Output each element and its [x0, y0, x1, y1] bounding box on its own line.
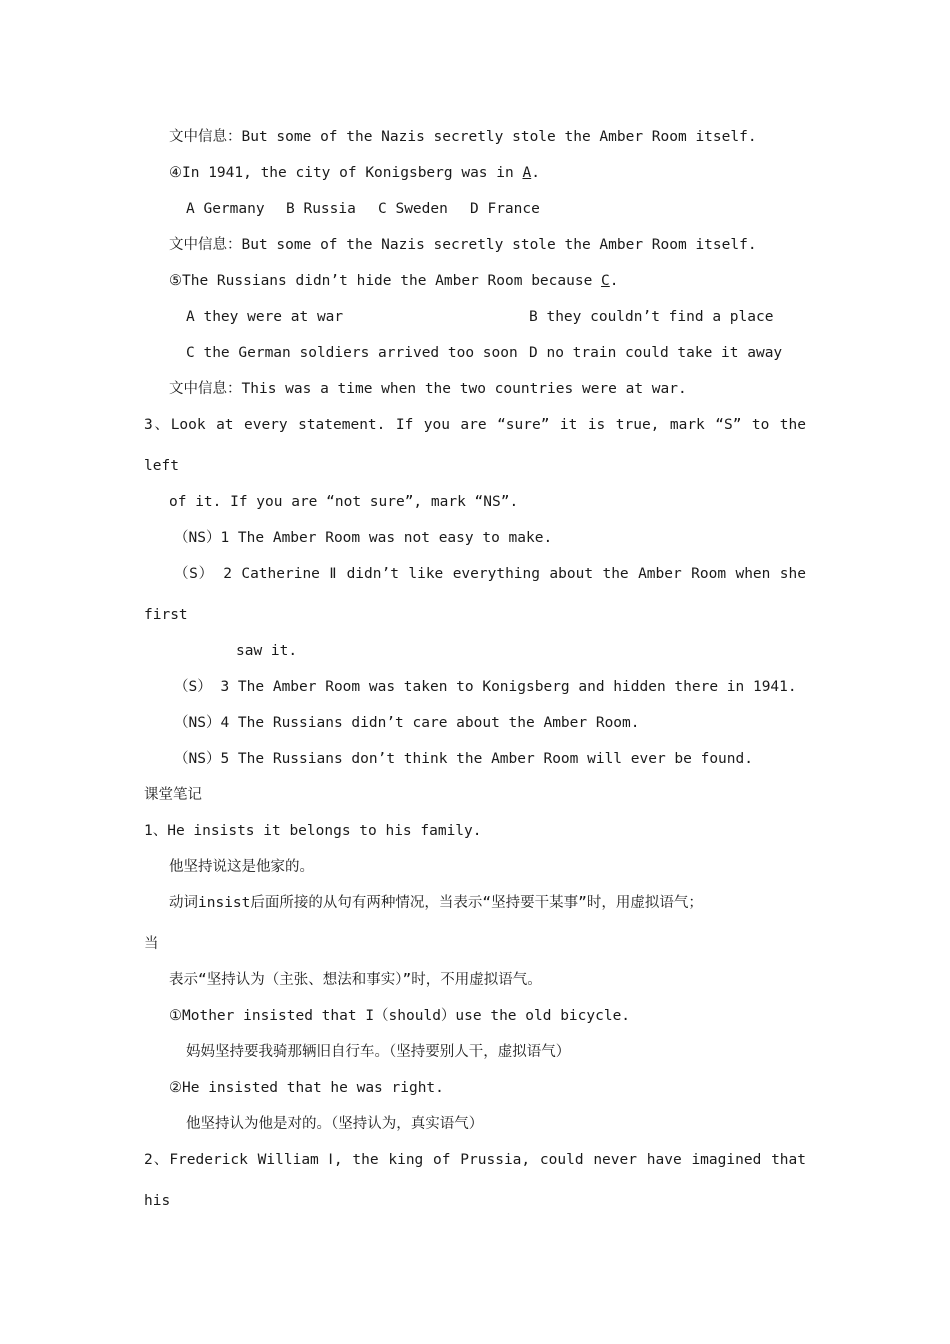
statement-1: （NS）1 The Amber Room was not easy to make.	[174, 530, 553, 546]
example1-sentence: ①Mother insisted that I（should）use the old bicycle.	[169, 1008, 631, 1024]
section3-instruction-line2: of it. If you are “not sure”, mark “NS”.	[169, 494, 519, 510]
note1-sentence: 1、He insists it belongs to his family.	[144, 823, 482, 839]
section3-instruction-line1: 3、Look at every statement. If you are “sure” it is true, mark “S” to the	[144, 417, 806, 433]
q5-option-c: C the German soldiers arrived too soon	[186, 345, 518, 361]
note1-explanation-wrap: 当	[144, 936, 159, 952]
q5-info: 文中信息：This was a time when the two countries were at war.	[169, 381, 687, 397]
example2-translation: 他坚持认为他是对的。（坚持认为，真实语气）	[186, 1116, 484, 1132]
section3-instruction-wrap: left	[144, 458, 179, 474]
q4-stem: ④In 1941, the city of Konigsberg was in A.	[169, 165, 540, 181]
statement-4: （NS）4 The Russians didn’t care about the Amber Room.	[174, 715, 640, 731]
q4-option-b: B Russia	[286, 201, 356, 217]
q4-info-before: 文中信息：But some of the Nazis secretly stole the Amber Room itself.	[169, 129, 757, 145]
q4-answer: A	[522, 165, 532, 181]
example1-translation: 妈妈坚持要我骑那辆旧自行车。（坚持要别人干，虚拟语气）	[186, 1044, 571, 1060]
q4-option-d: D France	[470, 201, 540, 217]
statement-3: （S） 3 The Amber Room was taken to Konigsberg and hidden there in 1941.	[174, 679, 797, 695]
q5-answer: C	[601, 273, 610, 289]
q5-option-b: B they couldn’t find a place	[529, 309, 774, 325]
note2-wrap: his	[144, 1193, 171, 1209]
statement-2-wrap: first	[144, 607, 188, 623]
example2-sentence: ②He insisted that he was right.	[169, 1080, 444, 1096]
statement-5: （NS）5 The Russians don’t think the Amber Room will ever be found.	[174, 751, 753, 767]
statement-2: （S） 2 Catherine Ⅱ didn’t like everything about the Amber Room when she	[174, 566, 806, 582]
q5-stem: ⑤The Russians didn’t hide the Amber Room because C.	[169, 273, 619, 289]
q4-option-a: A Germany	[186, 201, 265, 217]
q5-option-a: A they were at war	[186, 309, 344, 325]
note1-explanation: 动词insist后面所接的从句有两种情况，当表示“坚持要干某事”时，用虚拟语气；	[169, 895, 703, 911]
q5-option-d: D no train could take it away	[529, 345, 783, 361]
notes-heading: 课堂笔记	[144, 787, 202, 803]
q4-info-after: 文中信息：But some of the Nazis secretly stole the Amber Room itself.	[169, 237, 757, 253]
note1-translation: 他坚持说这是他家的。	[169, 859, 314, 875]
note2-sentence: 2、Frederick William Ⅰ, the king of Prussia, could never have imagined that	[144, 1152, 806, 1168]
q4-option-c: C Sweden	[378, 201, 448, 217]
statement-2-continued: saw it.	[236, 643, 298, 659]
note1-explanation-continued: 表示“坚持认为（主张、想法和事实）”时，不用虚拟语气。	[169, 972, 542, 988]
